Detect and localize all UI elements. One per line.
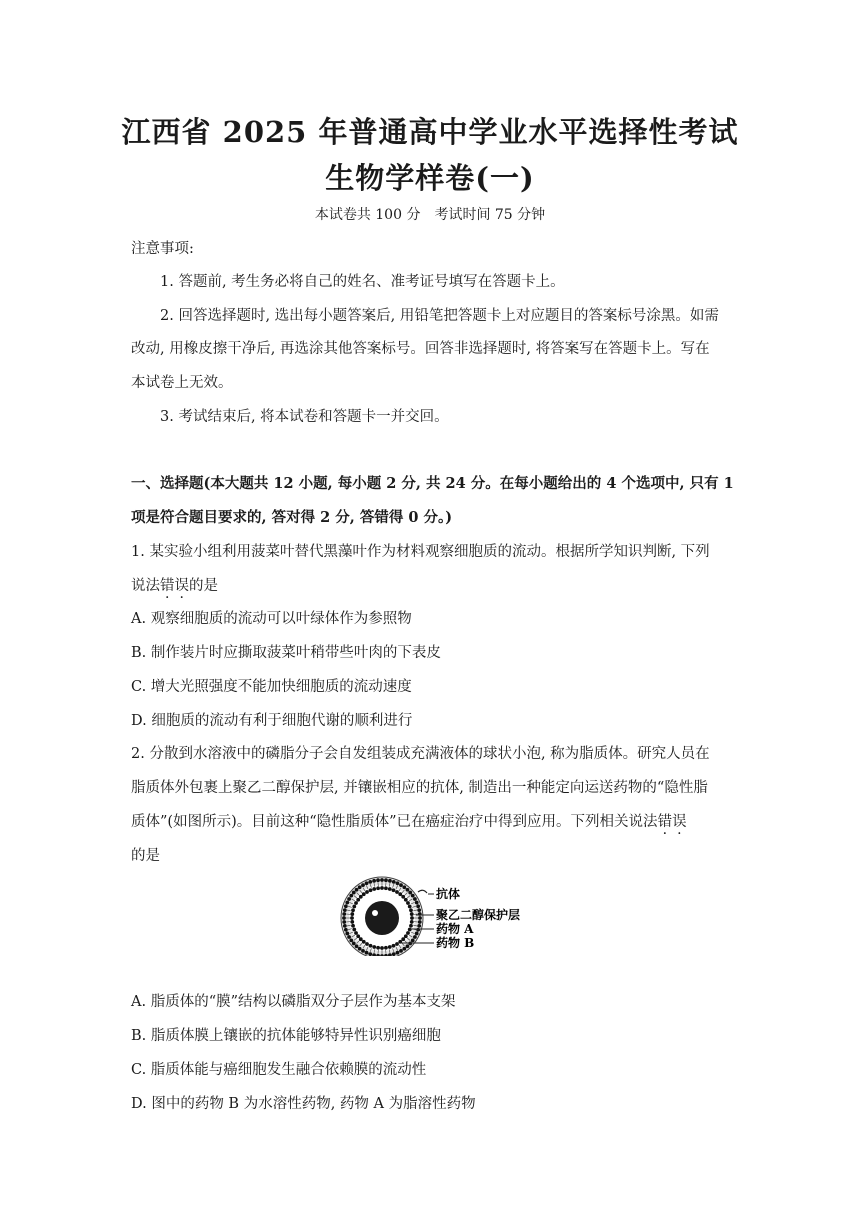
phospholipid-head: [392, 952, 396, 956]
phospholipid-head: [417, 908, 421, 912]
phospholipid-head: [365, 951, 369, 955]
phospholipid-head: [409, 924, 413, 928]
phospholipid-head: [401, 895, 405, 899]
exam-title: 江西省 2025 年普通高中学业水平选择性考试: [121, 115, 739, 149]
phospholipid-head: [404, 934, 408, 938]
q1-option-d: D. 细胞质的流动有利于细胞代谢的顺利进行: [131, 713, 413, 729]
phospholipid-head: [399, 883, 403, 887]
phospholipid-head: [376, 878, 380, 882]
phospholipid-head: [372, 879, 376, 883]
phospholipid-head: [413, 897, 417, 901]
phospholipid-head: [359, 937, 363, 941]
phospholipid-head: [359, 895, 363, 899]
phospholipid-head: [342, 916, 346, 920]
phospholipid-head: [415, 932, 419, 936]
phospholipid-head: [356, 934, 360, 938]
section-heading: 一、选择题(本大题共 12 小题, 每小题 2 分, 共 24 分。在每小题给出的 4 个选项中, 只有 1: [131, 475, 734, 492]
phospholipid-head: [406, 944, 410, 948]
phospholipid-head: [342, 920, 346, 924]
phospholipid-head: [376, 946, 380, 950]
phospholipid-head: [418, 916, 422, 920]
drug-a-core: [365, 901, 399, 935]
phospholipid-head: [368, 952, 372, 956]
liposome-diagram: [330, 876, 530, 956]
exam-meta: 本试卷共 100 分 考试时间 75 分钟: [314, 207, 546, 223]
phospholipid-head: [368, 880, 372, 884]
phospholipid-head: [361, 883, 365, 887]
phospholipid-head: [345, 932, 349, 936]
phospholipid-head: [351, 908, 355, 912]
q2-option-a: A. 脂质体的“膜”结构以磷脂双分子层作为基本支架: [131, 994, 456, 1010]
phospholipid-head: [411, 938, 415, 942]
phospholipid-head: [409, 908, 413, 912]
phospholipid-head: [388, 879, 392, 883]
phospholipid-head: [396, 881, 400, 885]
phospholipid-head: [380, 878, 384, 882]
q2-option-b: B. 脂质体膜上镶嵌的抗体能够特异性识别癌细胞: [131, 1028, 441, 1044]
phospholipid-head: [398, 892, 402, 896]
q1-option-a: A. 观察细胞质的流动可以叶绿体作为参照物: [131, 611, 412, 627]
phospholipid-head: [344, 928, 348, 932]
label-peg-layer: 聚乙二醇保护层: [436, 908, 521, 922]
phospholipid-head: [349, 894, 353, 898]
phospholipid-head: [343, 908, 347, 912]
phospholipid-head: [355, 944, 359, 948]
phospholipid-head: [352, 942, 356, 946]
phospholipid-head: [347, 935, 351, 939]
phospholipid-head: [392, 888, 396, 892]
phospholipid-head: [417, 924, 421, 928]
phospholipid-head: [352, 928, 356, 932]
phospholipid-head: [404, 898, 408, 902]
phospholipid-head: [351, 924, 355, 928]
notice-item-1: 1. 答题前, 考生务必将自己的姓名、准考证号填写在答题卡上。: [160, 274, 565, 290]
phospholipid-head: [362, 940, 366, 944]
exam-subtitle: 生物学样卷(一): [325, 161, 535, 195]
phospholipid-head: [380, 946, 384, 950]
phospholipid-head: [413, 935, 417, 939]
phospholipid-head: [352, 891, 356, 895]
emphasis-char: 错: [160, 578, 175, 594]
liposome-figure: [330, 876, 530, 956]
phospholipid-head: [354, 931, 358, 935]
phospholipid-head: [406, 931, 410, 935]
phospholipid-head: [350, 920, 354, 924]
phospholipid-head: [406, 888, 410, 892]
phospholipid-head: [418, 920, 422, 924]
phospholipid-head: [358, 947, 362, 951]
phospholipid-head: [410, 912, 414, 916]
q2-stem-cont: [131, 810, 687, 831]
phospholipid-head: [376, 886, 380, 890]
q1-option-c: C. 增大光照强度不能加快细胞质的流动速度: [131, 679, 412, 695]
phospholipid-head: [358, 885, 362, 889]
q2-stem-cont: 脂质体外包裹上聚乙二醇保护层, 并镶嵌相应的抗体, 制造出一种能定向运送药物的“隐性脂: [131, 780, 708, 796]
phospholipid-head: [344, 904, 348, 908]
phospholipid-head: [388, 945, 392, 949]
label-drug-a: 药物 A: [436, 922, 474, 936]
notice-item-2-end: 本试卷上无效。: [131, 375, 233, 391]
phospholipid-head: [384, 946, 388, 950]
phospholipid-head: [395, 942, 399, 946]
phospholipid-head: [410, 920, 414, 924]
phospholipid-head: [365, 890, 369, 894]
q1-stem: 1. 某实验小组利用菠菜叶替代黑藻叶作为材料观察细胞质的流动。根据所学知识判断, 下列: [131, 544, 710, 560]
q2-option-d: D. 图中的药物 B 为水溶性药物, 药物 A 为脂溶性药物: [131, 1096, 476, 1112]
q1-stem-cont: [131, 574, 218, 595]
phospholipid-head: [355, 888, 359, 892]
notice-heading: 注意事项:: [131, 241, 194, 257]
q2-stem-end: 的是: [131, 848, 160, 864]
phospholipid-head: [349, 938, 353, 942]
notice-item-3: 3. 考试结束后, 将本试卷和答题卡一并交回。: [160, 409, 449, 425]
notice-item-2: 2. 回答选择题时, 选出每小题答案后, 用铅笔把答题卡上对应题目的答案标号涂黑。如需: [160, 308, 719, 324]
phospholipid-head: [392, 880, 396, 884]
q1-stem-text: 说法: [131, 578, 160, 594]
phospholipid-head: [352, 905, 356, 909]
phospholipid-head: [347, 897, 351, 901]
label-drug-b: 药物 B: [436, 936, 475, 950]
q1-option-b: B. 制作装片时应撕取菠菜叶稍带些叶肉的下表皮: [131, 645, 441, 661]
phospholipid-head: [401, 937, 405, 941]
phospholipid-head: [343, 924, 347, 928]
emphasis-char: 误: [672, 814, 687, 830]
phospholipid-head: [354, 901, 358, 905]
phospholipid-head: [380, 886, 384, 890]
phospholipid-head: [362, 892, 366, 896]
phospholipid-head: [372, 945, 376, 949]
core-highlight: [372, 910, 378, 916]
phospholipid-head: [384, 886, 388, 890]
emphasis-char: 误: [174, 578, 189, 594]
phospholipid-head: [408, 891, 412, 895]
phospholipid-head: [342, 912, 346, 916]
phospholipid-head: [396, 951, 400, 955]
phospholipid-head: [399, 949, 403, 953]
phospholipid-head: [406, 901, 410, 905]
q2-option-c: C. 脂质体能与癌细胞发生融合依赖膜的流动性: [131, 1062, 427, 1078]
phospholipid-head: [392, 944, 396, 948]
phospholipid-head: [402, 885, 406, 889]
phospholipid-head: [416, 928, 420, 932]
phospholipid-head: [345, 901, 349, 905]
antibody-shape: [418, 890, 427, 893]
phospholipid-head: [410, 916, 414, 920]
q1-stem-text: 的是: [189, 578, 218, 594]
phospholipid-head: [402, 947, 406, 951]
phospholipid-head: [350, 912, 354, 916]
section-heading-cont: 项是符合题目要求的, 答对得 2 分, 答错得 0 分。): [131, 509, 453, 526]
phospholipid-head: [395, 890, 399, 894]
phospholipid-head: [415, 901, 419, 905]
q2-stem: 2. 分散到水溶液中的磷脂分子会自发组装成充满液体的球状小泡, 称为脂质体。研究人员在: [131, 746, 710, 762]
phospholipid-head: [369, 944, 373, 948]
phospholipid-head: [361, 949, 365, 953]
phospholipid-head: [372, 887, 376, 891]
phospholipid-head: [416, 904, 420, 908]
phospholipid-head: [365, 881, 369, 885]
phospholipid-head: [384, 878, 388, 882]
phospholipid-head: [369, 888, 373, 892]
phospholipid-head: [365, 942, 369, 946]
phospholipid-head: [411, 894, 415, 898]
phospholipid-head: [388, 887, 392, 891]
phospholipid-head: [356, 898, 360, 902]
notice-item-2-cont: 改动, 用橡皮擦干净后, 再选涂其他答案标号。回答非选择题时, 将答案写在答题卡上。写在: [131, 341, 710, 357]
phospholipid-head: [408, 905, 412, 909]
emphasis-char: 错: [657, 814, 673, 830]
q2-stem-text: 质体”(如图所示)。目前这种“隐性脂质体”已在癌症治疗中得到应用。下列相关说法: [131, 814, 658, 830]
phospholipid-head: [350, 916, 354, 920]
label-antibody: 抗体: [436, 887, 461, 901]
